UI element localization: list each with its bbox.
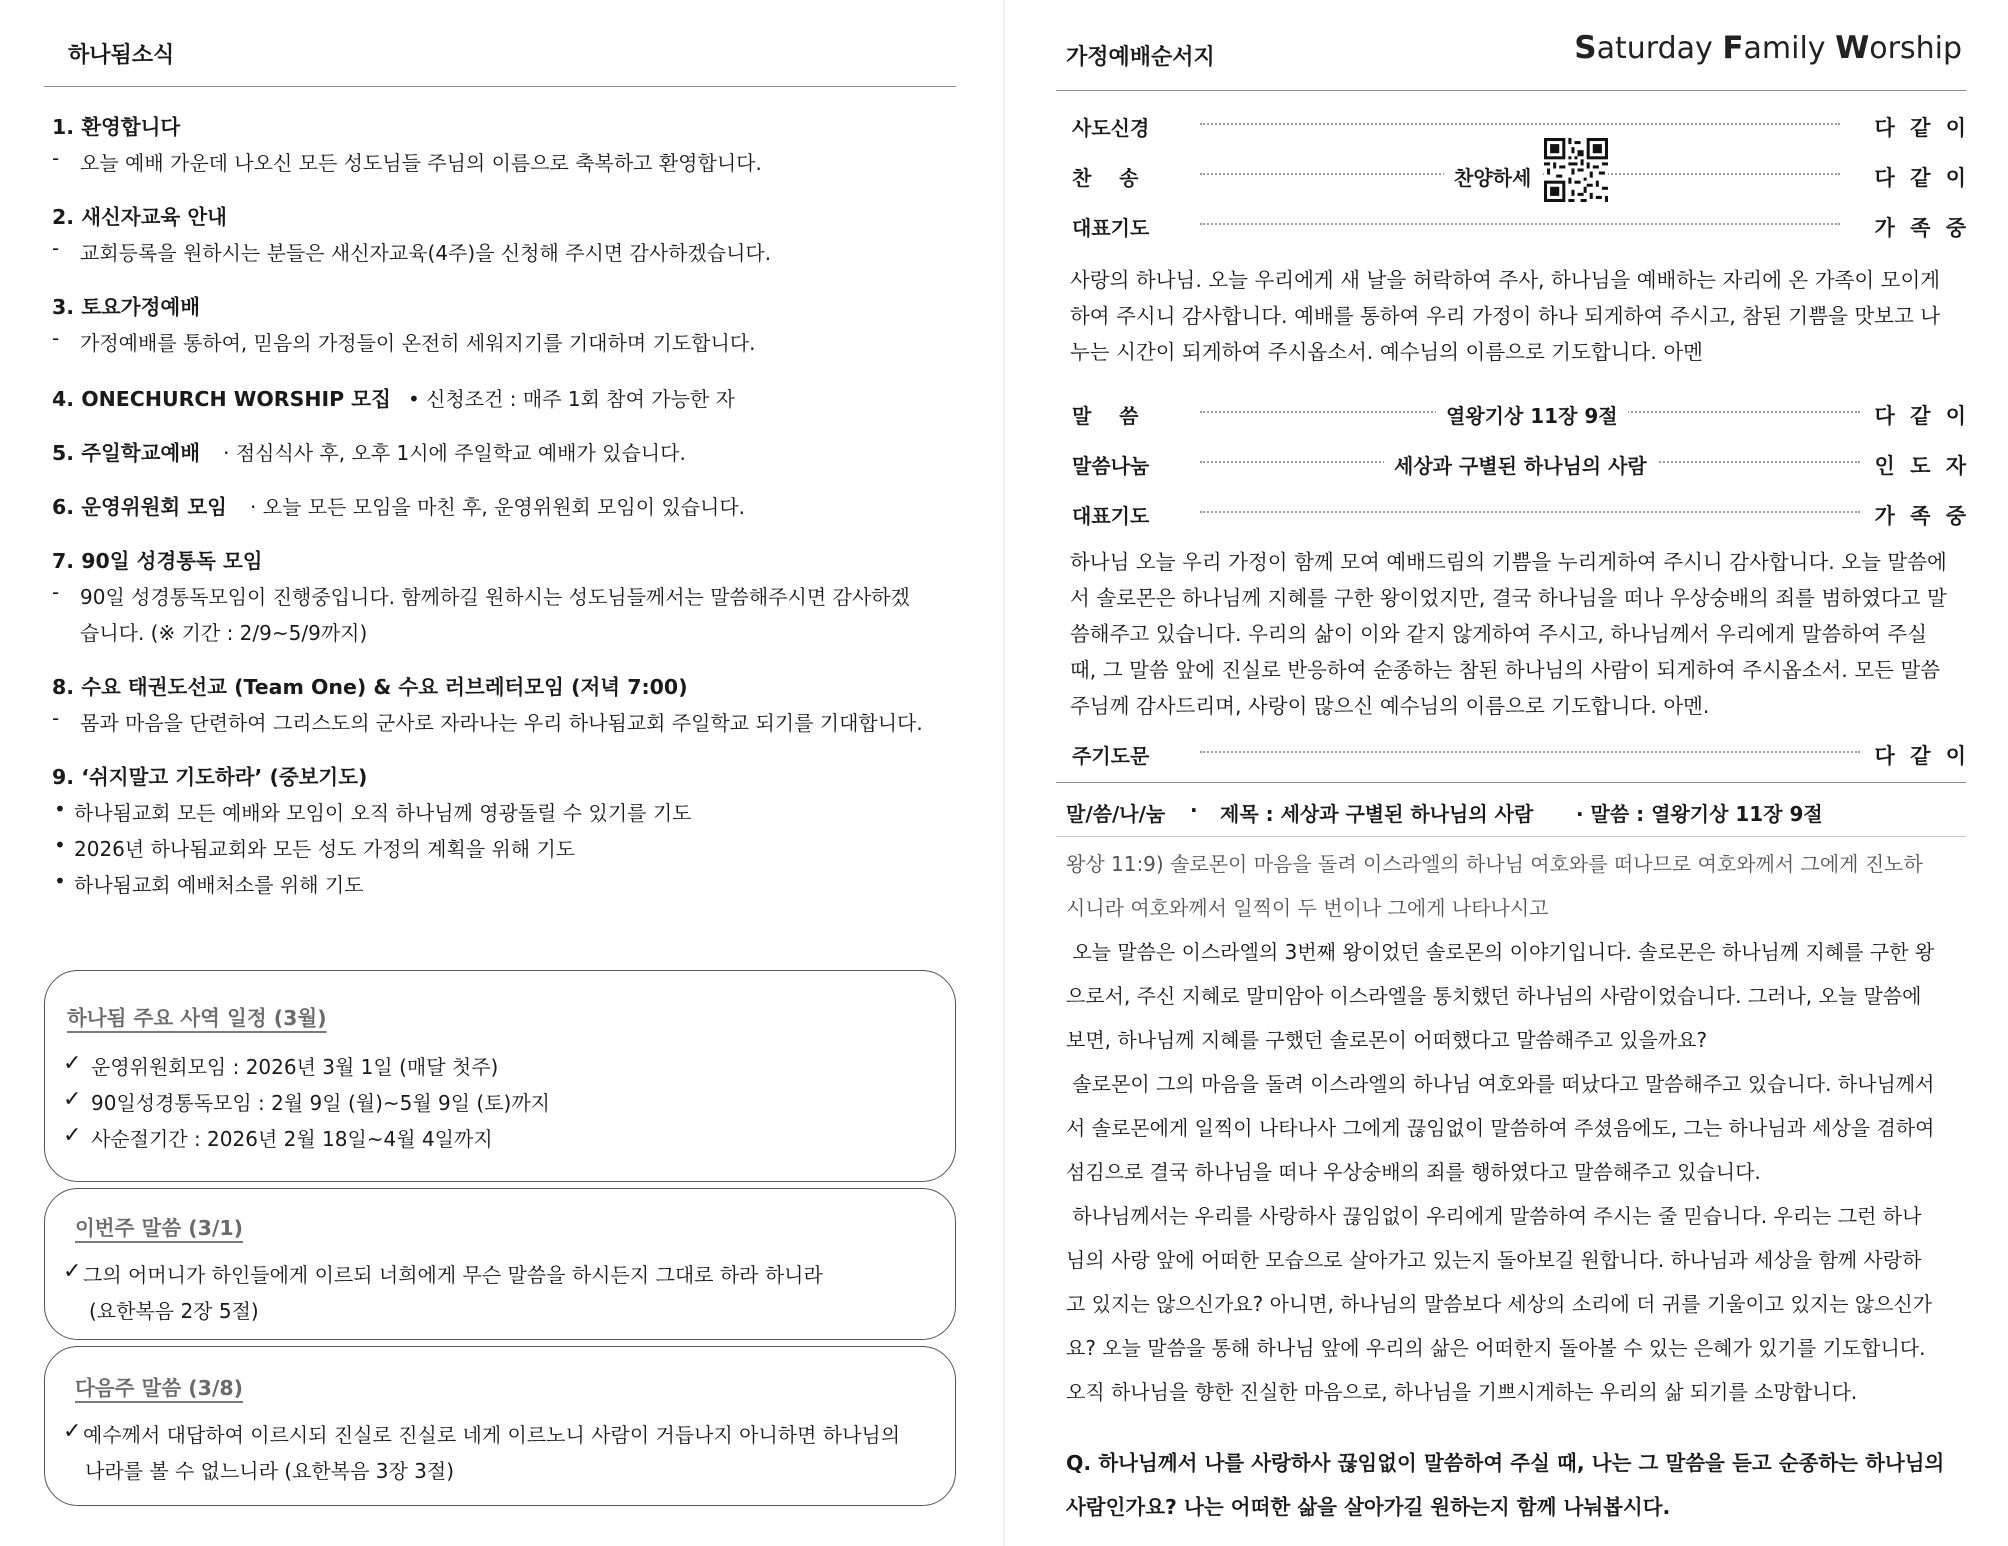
news-item-heading: 5. 주일학교예배 <box>52 441 201 465</box>
news-item-heading: 1. 환영합니다 <box>52 115 181 139</box>
news-title: 하나됨소식 <box>68 43 175 68</box>
brand-text: amily <box>1743 31 1836 66</box>
next-week-verse: 예수께서 대답하여 이르시되 진실로 진실로 네게 이르노니 사람이 거듭나지 아니하면 하나님의 <box>83 1423 901 1447</box>
sermon-body-line: 하나님께서는 우리를 사랑하사 끊임없이 우리에게 말씀하여 주시는 줄 믿습니다. 우리는 그런 하나 <box>1066 1204 1922 1228</box>
news-item-heading: 6. 운영위원회 모임 <box>52 495 227 519</box>
order-label: 사도신경 <box>1072 116 1150 140</box>
next-week-verse: 나라를 볼 수 없느니라 (요한복음 3장 3절) <box>85 1459 454 1483</box>
this-week-verse: 그의 어머니가 하인들에게 이르되 너희에게 무슨 말씀을 하시든지 그대로 하라 하니라 <box>83 1263 823 1287</box>
order-label: 말 씀 <box>1072 404 1139 428</box>
brand-letter: F <box>1722 30 1744 66</box>
dotted-leader <box>1200 123 1840 125</box>
separator-dot: · <box>1190 798 1198 822</box>
sermon-heading-scripture: · 말씀 : 열왕기상 11장 9절 <box>1576 802 1823 826</box>
sermon-body-line: 솔로몬이 그의 마음을 돌려 이스라엘의 하나님 여호와를 떠났다고 말씀해주고 있습니다. 하나님께서 <box>1066 1072 1935 1096</box>
bullet-marker: • <box>54 869 66 893</box>
news-item-text: 가정예배를 통하여, 믿음의 가정들이 온전히 세워지기를 기대하며 기도합니다. <box>80 331 756 355</box>
bible-verse-line: 시니라 여호와께서 일찍이 두 번이나 그에게 나타나시고 <box>1066 896 1549 920</box>
worship-order-title: 가정예배순서지 <box>1066 45 1215 70</box>
hymn-title: 찬양하세 <box>1444 162 1541 191</box>
prayer-text-line: 주님께 감사드리며, 사랑이 많으신 예수님의 이름으로 기도합니다. 아멘. <box>1070 694 1710 718</box>
order-leader: 다 같 이 <box>1874 744 1970 768</box>
brand-text: aturday <box>1596 31 1723 66</box>
order-label: 대표기도 <box>1072 504 1150 528</box>
dash-marker: - <box>52 326 60 350</box>
prayer-text-line: 씀해주고 있습니다. 우리의 삶이 이와 같지 않게하여 주시고, 하나님께서 우리에게 말씀하여 주실 <box>1070 622 1928 646</box>
prayer-text-line: 서 솔로몬은 하나님께 지혜를 구한 왕이었지만, 결국 하나님을 떠나 우상숭배의 죄를 범하였다고 말 <box>1070 586 1947 610</box>
prayer-request: 하나됨교회 예배처소를 위해 기도 <box>74 873 364 897</box>
sermon-body-line: 섬김으로 결국 하나님을 떠나 우상숭배의 죄를 행하였다고 말씀해주고 있습니다. <box>1066 1160 1761 1184</box>
sermon-section-rule <box>1056 782 1966 783</box>
check-icon: ✓ <box>63 1051 82 1076</box>
news-item-heading: 9. ‘쉬지말고 기도하라’ (중보기도) <box>52 765 368 789</box>
sermon-label: 말/씀/나/눔 <box>1066 802 1166 826</box>
news-item-row <box>52 436 686 466</box>
discussion-question-line: 사람인가요? 나는 어떠한 삶을 살아가길 원하는지 함께 나눠봅시다. <box>1066 1495 1671 1519</box>
dash-marker: - <box>52 706 60 730</box>
this-week-word-box <box>44 1188 956 1340</box>
check-icon: ✓ <box>63 1419 82 1444</box>
order-label: 대표기도 <box>1072 216 1150 240</box>
prayer-text-line: 때, 그 말씀 앞에 진실로 반응하여 순종하는 참된 하나님의 사람이 되게하여 주시옵소서. 모든 말씀 <box>1070 658 1941 682</box>
order-leader: 가 족 중 <box>1874 216 1970 240</box>
dash-marker: - <box>52 146 60 170</box>
schedule-line: 90일성경통독모임 : 2월 9일 (월)~5월 9일 (토)까지 <box>91 1091 550 1115</box>
check-icon: ✓ <box>63 1087 82 1112</box>
discussion-question-line: Q. 하나님께서 나를 사랑하사 끊임없이 말씀하여 주실 때, 나는 그 말씀을 듣고 순종하는 하나님의 <box>1066 1451 1945 1475</box>
news-item-inline: • 신청조건 : 매주 1회 참여 가능한 자 <box>407 387 735 411</box>
order-leader: 다 같 이 <box>1874 166 1970 190</box>
schedule-line: 운영위원회모임 : 2026년 3월 1일 (매달 첫주) <box>91 1055 499 1079</box>
sermon-body-line: 고 있지는 않으신가요? 아니면, 하나님의 말씀보다 세상의 소리에 더 귀를 기울이고 있지는 않으신가 <box>1066 1292 1933 1316</box>
order-title-rule <box>1056 90 1966 91</box>
dotted-leader <box>1200 223 1840 225</box>
news-item-row <box>52 382 735 412</box>
sermon-heading-rule <box>1056 836 1966 837</box>
news-item-heading: 3. 토요가정예배 <box>52 295 201 319</box>
qr-code-icon[interactable] <box>1544 138 1608 202</box>
brand-title <box>1574 30 1962 66</box>
order-label: 말씀나눔 <box>1072 454 1150 478</box>
dash-marker: - <box>52 580 60 604</box>
order-label: 찬 송 <box>1072 166 1139 190</box>
news-item-text: 오늘 예배 가운데 나오신 모든 성도님들 주님의 이름으로 축복하고 환영합니다. <box>80 151 762 175</box>
news-item-heading: 7. 90일 성경통독 모임 <box>52 549 263 573</box>
sermon-body-line: 오직 하나님을 향한 진실한 마음으로, 하나님을 기쁘시게하는 우리의 삶 되기를 소망합니다. <box>1066 1380 1858 1404</box>
bullet-marker: • <box>54 833 66 857</box>
news-title-rule <box>44 86 956 87</box>
prayer-request: 하나됨교회 모든 예배와 모임이 오직 하나님께 영광돌릴 수 있기를 기도 <box>74 801 692 825</box>
dotted-leader <box>1200 751 1860 753</box>
news-item-inline: · 점심식사 후, 오후 1시에 주일학교 예배가 있습니다. <box>223 441 686 465</box>
bible-verse-line: 왕상 11:9) 솔로몬이 마음을 돌려 이스라엘의 하나님 여호와를 떠나므로 여호와께서 그에게 진노하 <box>1066 852 1923 876</box>
prayer-text-line: 사랑의 하나님. 오늘 우리에게 새 날을 허락하여 주사, 하나님을 예배하는 자리에 온 가족이 모이게 <box>1070 268 1941 292</box>
check-icon: ✓ <box>63 1123 82 1148</box>
prayer-text-line: 누는 시간이 되게하여 주시옵소서. 예수님의 이름으로 기도합니다. 아멘 <box>1070 340 1703 364</box>
order-leader: 다 같 이 <box>1874 404 1970 428</box>
scripture-reference: 열왕기상 11장 9절 <box>1436 400 1628 429</box>
sermon-body-line: 님의 사랑 앞에 어떠한 모습으로 살아가고 있는지 돌아보길 원합니다. 하나님과 세상을 함께 사랑하 <box>1066 1248 1922 1272</box>
sermon-body-line: 오늘 말씀은 이스라엘의 3번째 왕이었던 솔로몬의 이야기입니다. 솔로몬은 하나님께 지혜를 구한 왕 <box>1066 940 1935 964</box>
sermon-body-line: 요? 오늘 말씀을 통해 하나님 앞에 우리의 삶은 어떠한지 돌아볼 수 있는 은혜가 있기를 기도합니다. <box>1066 1336 1926 1360</box>
order-leader: 가 족 중 <box>1874 504 1970 528</box>
news-item-heading: 8. 수요 태권도선교 (Team One) & 수요 러브레터모임 (저녁 7:00) <box>52 675 688 699</box>
sermon-body-line: 으로서, 주신 지혜로 말미암아 이스라엘을 통치했던 하나님의 사람이었습니다. 그러나, 오늘 말씀에 <box>1066 984 1922 1008</box>
news-item-text: 몸과 마음을 단련하여 그리스도의 군사로 자라나는 우리 하나됨교회 주일학교 되기를 기대합니다. <box>80 711 923 735</box>
next-week-title: 다음주 말씀 (3/8) <box>75 1376 244 1400</box>
news-item-text: 교회등록을 원하시는 분들은 새신자교육(4주)을 신청해 주시면 감사하겠습니다. <box>80 241 772 265</box>
next-week-word-box <box>44 1346 956 1506</box>
news-item-text: 습니다. (※ 기간 : 2/9~5/9까지) <box>80 621 368 645</box>
schedule-box <box>44 970 956 1182</box>
order-leader: 인 도 자 <box>1874 454 1970 478</box>
brand-text: orship <box>1869 31 1962 66</box>
right-page <box>1004 0 2008 1546</box>
news-item-inline: · 오늘 모든 모임을 마친 후, 운영위원회 모임이 있습니다. <box>250 495 746 519</box>
schedule-title: 하나됨 주요 사역 일정 (3월) <box>67 1006 327 1030</box>
dotted-leader <box>1200 511 1860 513</box>
schedule-line: 사순절기간 : 2026년 2월 18일~4월 4일까지 <box>91 1127 493 1151</box>
this-week-reference: (요한복음 2장 5절) <box>89 1299 259 1323</box>
this-week-title: 이번주 말씀 (3/1) <box>75 1216 244 1240</box>
order-leader: 다 같 이 <box>1874 116 1970 140</box>
sermon-title: 세상과 구별된 하나님의 사람 <box>1384 450 1657 479</box>
news-item-text: 90일 성경통독모임이 진행중입니다. 함께하길 원하시는 성도님들께서는 말씀해주시면 감사하겠 <box>80 585 910 609</box>
dash-marker: - <box>52 236 60 260</box>
sermon-body-line: 서 솔로몬에게 일찍이 나타나사 그에게 끊임없이 말씀하여 주셨음에도, 그는 하나님과 세상을 겸하여 <box>1066 1116 1935 1140</box>
prayer-text-line: 하여 주시니 감사합니다. 예배를 통하여 우리 가정이 하나 되게하여 주시고, 참된 기쁨을 맛보고 나 <box>1070 304 1941 328</box>
check-icon: ✓ <box>63 1259 82 1284</box>
sermon-heading-title: 제목 : 세상과 구별된 하나님의 사람 <box>1220 802 1534 826</box>
brand-letter: W <box>1835 30 1870 66</box>
bullet-marker: • <box>54 797 66 821</box>
news-item-heading: 4. ONECHURCH WORSHIP 모집 <box>52 387 391 411</box>
order-label: 주기도문 <box>1072 744 1150 768</box>
prayer-text-line: 하나님 오늘 우리 가정이 함께 모여 예배드림의 기쁨을 누리게하여 주시니 감사합니다. 오늘 말씀에 <box>1070 550 1947 574</box>
brand-letter: S <box>1574 30 1597 66</box>
news-item-heading: 2. 새신자교육 안내 <box>52 205 227 229</box>
news-item-row <box>52 490 745 520</box>
prayer-request: 2026년 하나됨교회와 모든 성도 가정의 계획을 위해 기도 <box>74 837 576 861</box>
sermon-body-line: 보면, 하나님께 지혜를 구했던 솔로몬이 어떠했다고 말씀해주고 있을까요? <box>1066 1028 1708 1052</box>
